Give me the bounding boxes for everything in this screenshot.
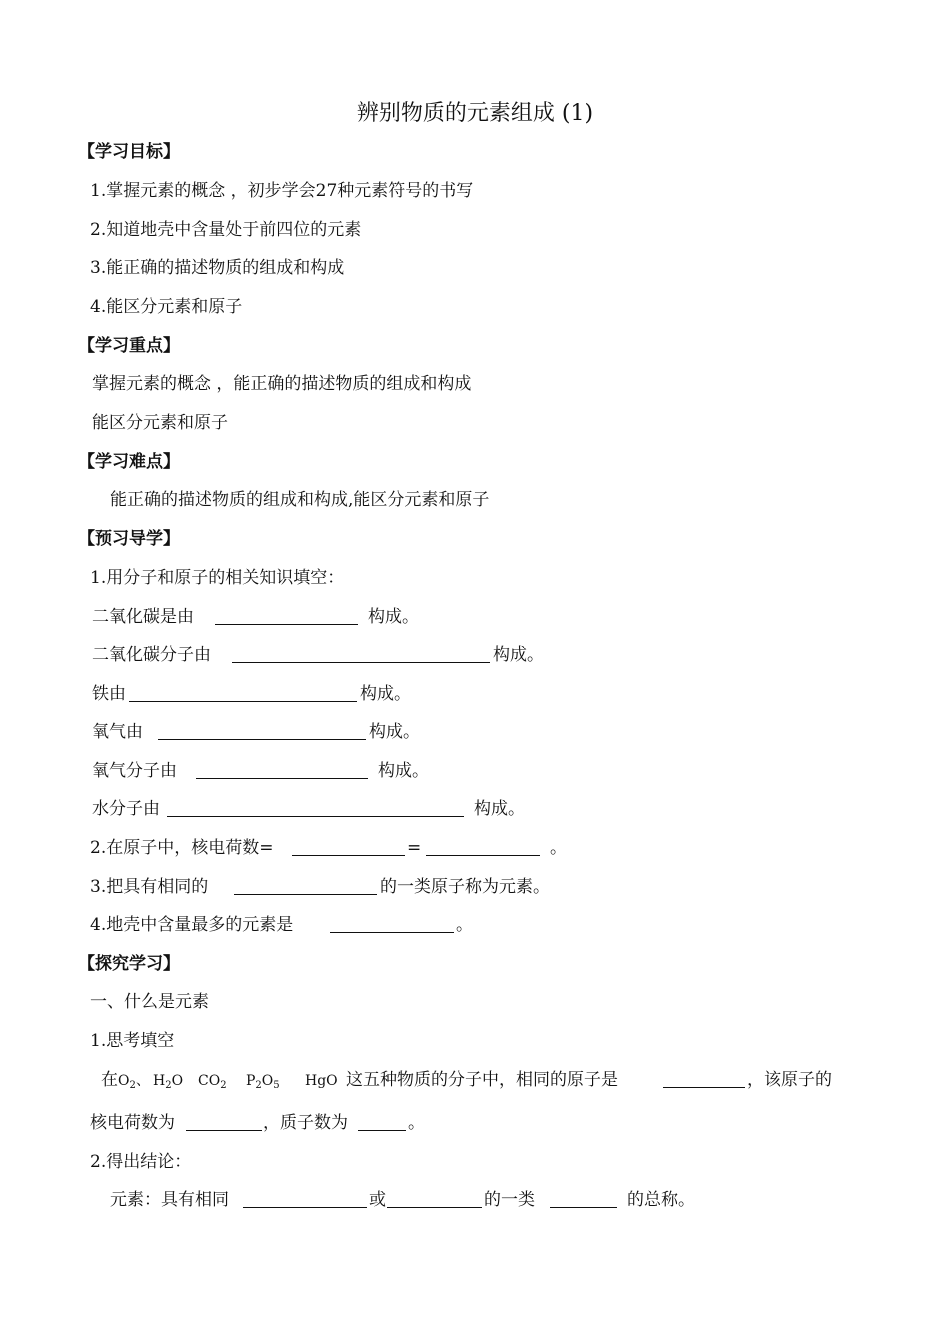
keypoint-item: 能区分元素和原子 bbox=[92, 413, 228, 433]
formula-separator: 、 bbox=[136, 1073, 150, 1089]
definition-or: 或 bbox=[369, 1190, 386, 1210]
definition-blank-2[interactable] bbox=[387, 1207, 482, 1208]
oxygen-label: 氧气由 bbox=[92, 722, 143, 742]
oxygen-molecule-suffix: 构成。 bbox=[378, 761, 429, 781]
element-def-blank[interactable] bbox=[234, 894, 377, 895]
co2-blank[interactable] bbox=[215, 624, 358, 625]
nuclear-charge-blank-2[interactable] bbox=[426, 855, 540, 856]
formula-o2: $O_2$ bbox=[118, 1073, 136, 1091]
co2-suffix: 构成。 bbox=[368, 607, 419, 627]
preview-q2: 2.在原子中，核电荷数= bbox=[90, 838, 274, 858]
definition-middle: 的一类 bbox=[484, 1190, 535, 1210]
water-molecule-blank[interactable] bbox=[167, 816, 464, 817]
explore-line2-end: 。 bbox=[408, 1113, 425, 1133]
explore-line2-prefix: 核电荷数为 bbox=[90, 1113, 175, 1133]
definition-blank-1[interactable] bbox=[243, 1207, 367, 1208]
difficulty-heading: 【学习难点】 bbox=[78, 452, 180, 472]
definition-blank-3[interactable] bbox=[550, 1207, 617, 1208]
preview-q2-end: 。 bbox=[550, 838, 567, 858]
keypoints-heading: 【学习重点】 bbox=[78, 336, 180, 356]
proton-count-blank[interactable] bbox=[358, 1130, 406, 1131]
keypoint-item: 掌握元素的概念 ，能正确的描述物质的组成和构成 bbox=[92, 374, 472, 394]
co2-molecule-blank[interactable] bbox=[232, 662, 490, 663]
preview-q4-end: 。 bbox=[456, 915, 473, 935]
explore-section-1: 一、什么是元素 bbox=[90, 992, 209, 1012]
iron-suffix: 构成。 bbox=[360, 684, 411, 704]
same-atom-blank[interactable] bbox=[663, 1087, 745, 1088]
preview-q3: 3.把具有相同的 bbox=[90, 877, 209, 897]
preview-q3-suffix: 的一类原子称为元素。 bbox=[380, 877, 550, 897]
oxygen-molecule-label: 氧气分子由 bbox=[92, 761, 177, 781]
goals-heading: 【学习目标】 bbox=[78, 142, 180, 162]
formula-co2: $CO_2$ bbox=[198, 1073, 227, 1091]
goal-item: 3.能正确的描述物质的组成和构成 bbox=[90, 258, 345, 278]
goal-item: 4.能区分元素和原子 bbox=[90, 297, 243, 317]
co2-label: 二氧化碳是由 bbox=[92, 607, 194, 627]
formula-p2o5: $P_2O_5$ bbox=[246, 1073, 280, 1091]
goal-item: 1.掌握元素的概念 ，初步学会27种元素符号的书写 bbox=[90, 181, 474, 201]
difficulty-text: 能正确的描述物质的组成和构成,能区分元素和原子 bbox=[110, 490, 490, 510]
definition-end: 的总称。 bbox=[627, 1190, 695, 1210]
preview-heading: 【预习导学】 bbox=[78, 529, 180, 549]
formula-hgo: HgO bbox=[305, 1073, 338, 1089]
explore-line-prefix: 在 bbox=[101, 1070, 118, 1090]
water-molecule-suffix: 构成。 bbox=[474, 799, 525, 819]
co2-molecule-label: 二氧化碳分子由 bbox=[92, 645, 211, 665]
explore-heading: 【探究学习】 bbox=[78, 954, 180, 974]
preview-q2-equals: = bbox=[407, 838, 422, 858]
definition-prefix: 元素：具有相同 bbox=[110, 1190, 229, 1210]
co2-molecule-suffix: 构成。 bbox=[493, 645, 544, 665]
preview-q4: 4.地壳中含量最多的元素是 bbox=[90, 915, 294, 935]
goal-item: 2.知道地壳中含量处于前四位的元素 bbox=[90, 220, 362, 240]
crust-element-blank[interactable] bbox=[330, 932, 454, 933]
explore-step-2: 2.得出结论： bbox=[90, 1152, 192, 1172]
oxygen-suffix: 构成。 bbox=[369, 722, 420, 742]
nuclear-charge-value-blank[interactable] bbox=[186, 1130, 262, 1131]
explore-line-middle: 这五种物质的分子中，相同的原子是 bbox=[346, 1070, 618, 1090]
oxygen-molecule-blank[interactable] bbox=[196, 778, 368, 779]
explore-line-suffix: ，该原子的 bbox=[747, 1070, 832, 1090]
page-title: 辨别物质的元素组成 (1) bbox=[356, 101, 594, 126]
oxygen-blank[interactable] bbox=[158, 739, 366, 740]
explore-line2-middle: ，质子数为 bbox=[263, 1113, 348, 1133]
iron-blank[interactable] bbox=[129, 701, 357, 702]
water-molecule-label: 水分子由 bbox=[92, 799, 160, 819]
nuclear-charge-blank-1[interactable] bbox=[292, 855, 405, 856]
iron-label: 铁由 bbox=[92, 684, 126, 704]
formula-h2o: $H_2O$ bbox=[153, 1073, 184, 1091]
preview-q1: 1.用分子和原子的相关知识填空： bbox=[90, 568, 345, 588]
explore-step-1: 1.思考填空 bbox=[90, 1031, 175, 1051]
